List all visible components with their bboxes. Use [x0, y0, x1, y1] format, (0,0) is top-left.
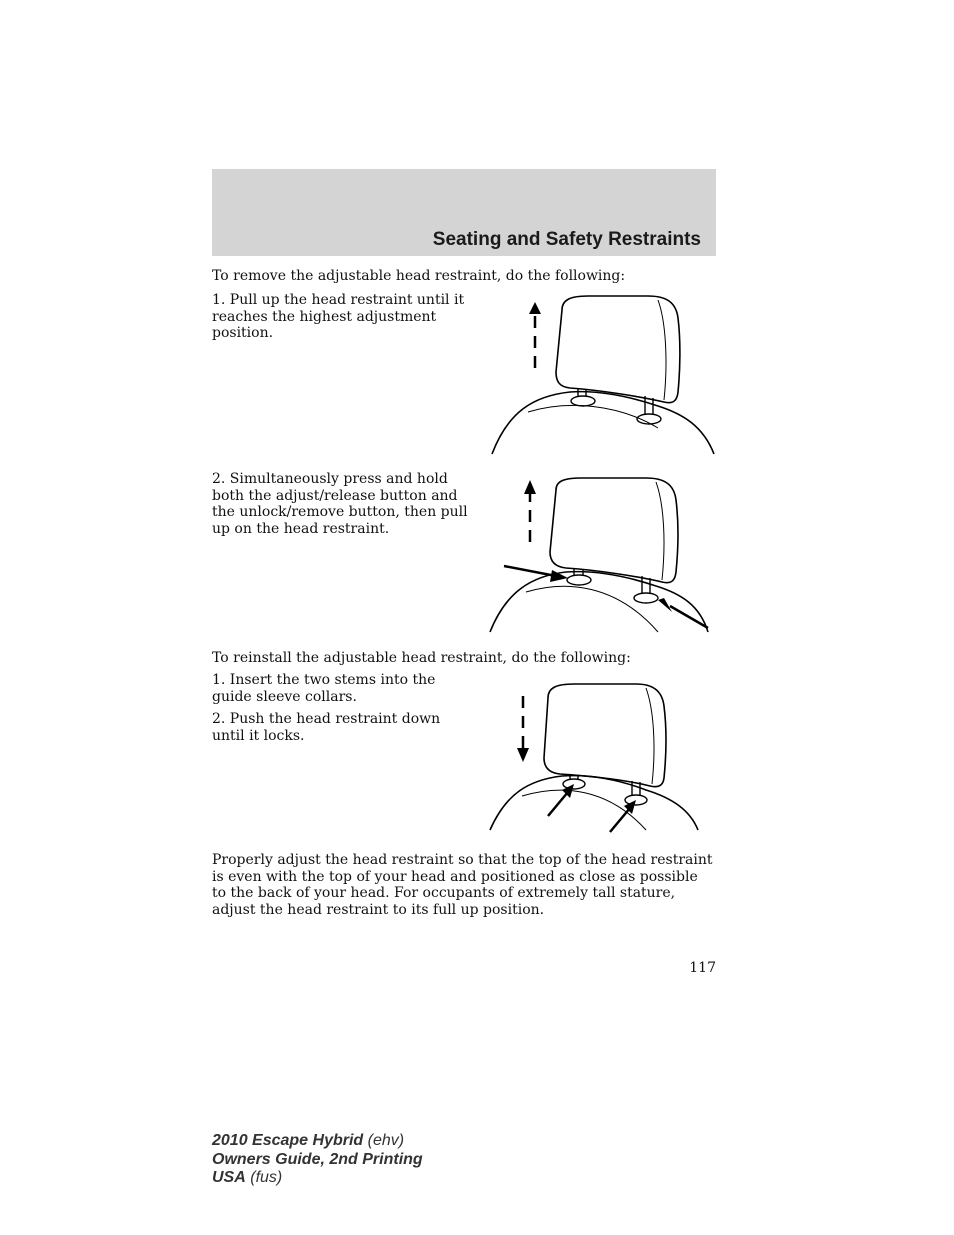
removal-intro: To remove the adjustable head restraint, do the following:	[212, 268, 626, 284]
footer-edition-info	[212, 1132, 423, 1188]
removal-step-2: 2. Simultaneously press and hold both the adjust/release button and the unlock/remove button, then pull up on the head restraint.	[212, 471, 468, 537]
reinstall-intro: To reinstall the adjustable head restraint, do the following:	[212, 650, 631, 666]
figure-pull-up-head-restraint	[488, 292, 720, 457]
figure-press-buttons-pull-up	[486, 474, 720, 636]
reinstall-step-2: 2. Push the head restraint down until it locks.	[212, 711, 441, 744]
page-number: 117	[689, 960, 716, 976]
footer-line-1: 2010 Escape Hybrid (ehv)	[212, 1132, 405, 1149]
head-restraint-icon	[550, 478, 678, 583]
footer-line-3: USA (fus)	[212, 1169, 283, 1186]
section-header-band	[212, 169, 716, 256]
removal-step-1: 1. Pull up the head restraint until it reaches the highest adjustment position.	[212, 292, 465, 341]
reinstall-step-1: 1. Insert the two stems into the guide sleeve collars.	[212, 672, 436, 705]
down-arrow-icon	[517, 696, 529, 762]
pointer-arrow-icon	[658, 598, 708, 628]
adjust-paragraph: Properly adjust the head restraint so that the top of the head restraint is even with the top of your head and positioned as close as possible to the back of your head. For occupants of extremely tall stature, adjust the head restraint to its full up position.	[212, 852, 713, 918]
up-arrow-icon	[524, 480, 536, 542]
head-restraint-icon	[544, 684, 666, 787]
up-arrow-icon	[529, 302, 541, 368]
pointer-arrow-icon	[548, 784, 574, 816]
footer-line-2: Owners Guide, 2nd Printing	[212, 1150, 423, 1168]
figure-push-head-restraint-down	[486, 680, 702, 834]
section-title: Seating and Safety Restraints	[432, 229, 701, 250]
